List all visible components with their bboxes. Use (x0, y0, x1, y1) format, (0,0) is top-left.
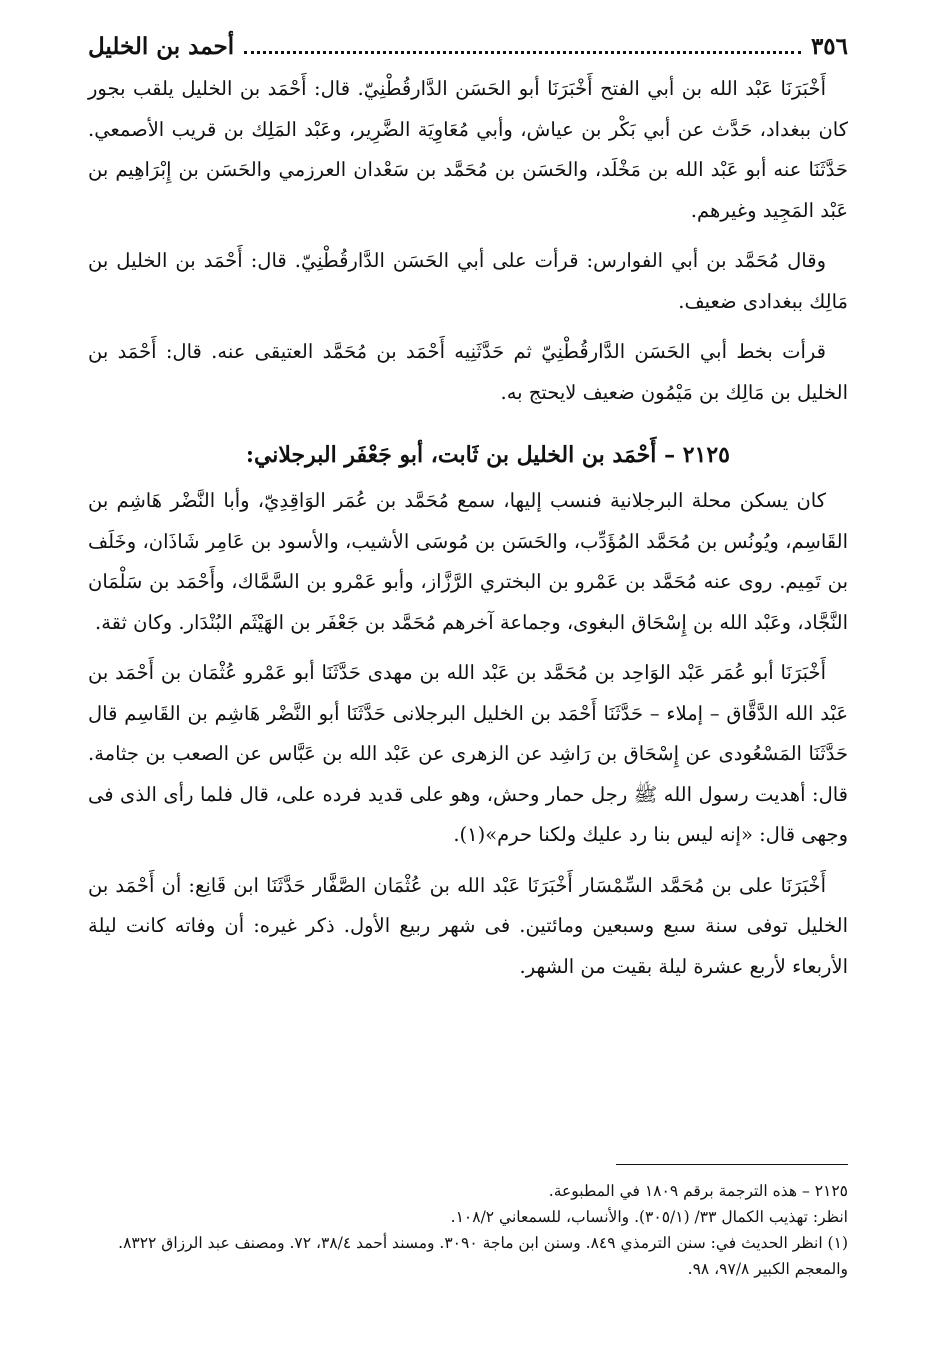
paragraph-3: قرأت بخط أبي الحَسَن الدَّارقُطْنِيّ ثم حَدَّثَنِيه أَحْمَد بن مُحَمَّد العتيقى عنه. قال: أَحْمَد بن الخليل بن مَالِك بن مَيْمُون ضعيف لايحتج به. (88, 340, 848, 404)
entry-paragraph-2: أَخْبَرَنَا أبو عُمَر عَبْد الوَاحِد بن مُحَمَّد بن عَبْد الله بن مهدى حَدَّثَنَا أبو عَمْرو عُثْمَان بن أَحْمَد بن عَبْد الله الدَّقَّاق – إملاء – حَدَّثَنَا أَحْمَد بن الخليل البرجلانى حَدَّثَنَا أبو النَّضْر هَاشِم بن القَاسِم قال حَدَّثَنَا المَسْعُودى عن إِسْحَاق بن رَاشِد عن الزهرى عن عَبْد الله بن عَبَّاس عن الصعب بن جثامة. قال: أهديت رسول الله ﷺ رجل حمار وحش، وهو على قديد فرده على، قال فلما رأى الذى فى وجهى قال: «إنه ليس بنا رد عليك ولكنا حرم»(١). (88, 661, 848, 846)
footnotes (88, 1178, 848, 1282)
entry-paragraph-3: أَخْبَرَنَا على بن مُحَمَّد السِّمْسَار أَخْبَرَنَا عَبْد الله بن عُثْمَان الصَّفَّار حَدَّثَنَا ابن قَانِع: أن أَحْمَد بن الخليل توفى سنة سبع وسبعين ومائتين. فى شهر ربيع الأول. ذكر غيره: أن وفاته كانت ليلة الأربعاء لأربع عشرة ليلة بقيت من الشهر. (88, 873, 848, 978)
page-header (88, 32, 848, 67)
header-leader-dots (244, 51, 801, 54)
footnote-references: انظر: تهذيب الكمال ٣٣/ (٣٠٥/١). والأنساب، للسمعاني ١٠٨/٢. (450, 1208, 848, 1226)
entry-paragraph-1: كان يسكن محلة البرجلانية فنسب إليها، سمع مُحَمَّد بن عُمَر الوَاقِدِيّ، وأبا النَّضْر هَاشِم بن القَاسِم، ويُونُس بن مُحَمَّد المُؤَدِّب، والحَسَن بن مُوسَى الأشيب، والأسود بن عَامِر شَاذَان، وخَلَف بن تَمِيم. روى عنه مُحَمَّد بن عَمْرو بن البختري الرَّزَّاز، وأبو عَمْرو بن السَّمَّاك، وأَحْمَد بن سَلْمَان النَّجَّاد، وعَبْد الله بن إِسْحَاق البغوى، وجماعة آخرهم مُحَمَّد بن جَعْفَر بن الهَيْثَم البُنْدَار. وكان ثقة. (88, 489, 848, 634)
footnote-1: (١) انظر الحديث في: سنن الترمذي ٨٤٩. وسنن ابن ماجة ٣٠٩٠. ومسند أحمد ٣٨/٤، ٧٢. ومصنف عبد الرزاق ٨٣٢٢. والمعجم الكبير ٩٧/٨، ٩٨. (118, 1234, 848, 1278)
page-number: ٣٥٦ (810, 33, 848, 60)
entry-heading: ٢١٢٥ – أَحْمَد بن الخليل بن ثَابت، أبو جَعْفَر البرجلاني: (245, 442, 730, 468)
footnote-entry-source: ٢١٢٥ – هذه الترجمة برقم ١٨٠٩ في المطبوعة. (548, 1182, 848, 1200)
running-title: أحمد بن الخليل (88, 33, 235, 60)
book-page (88, 32, 848, 1332)
paragraph-1: أَخْبَرَنَا عَبْد الله بن أبي الفتح أَخْبَرَنَا أبو الحَسَن الدَّارقُطْنِيّ. قال: أَحْمَد بن الخليل يلقب بجور كان ببغداد، حَدَّث عن أبي بَكْر بن عياش، وأبي مُعَاوِيَة الضَّرِير، وعَبْد المَلِك بن قريب الأصمعي. حَدَّثَنَا عنه أبو عَبْد الله بن مَخْلَد، والحَسَن بن مُحَمَّد بن سَعْدان العرزمي والحَسَن بن إِبْرَاهِيم بن عَبْد المَجِيد وغيرهم. (88, 77, 848, 222)
footnote-separator (616, 1164, 848, 1165)
paragraph-2: وقال مُحَمَّد بن أبي الفوارس: قرأت على أبي الحَسَن الدَّارقُطْنِيّ. قال: أَحْمَد بن الخليل بن مَالِك ببغدادى ضعيف. (88, 249, 848, 313)
